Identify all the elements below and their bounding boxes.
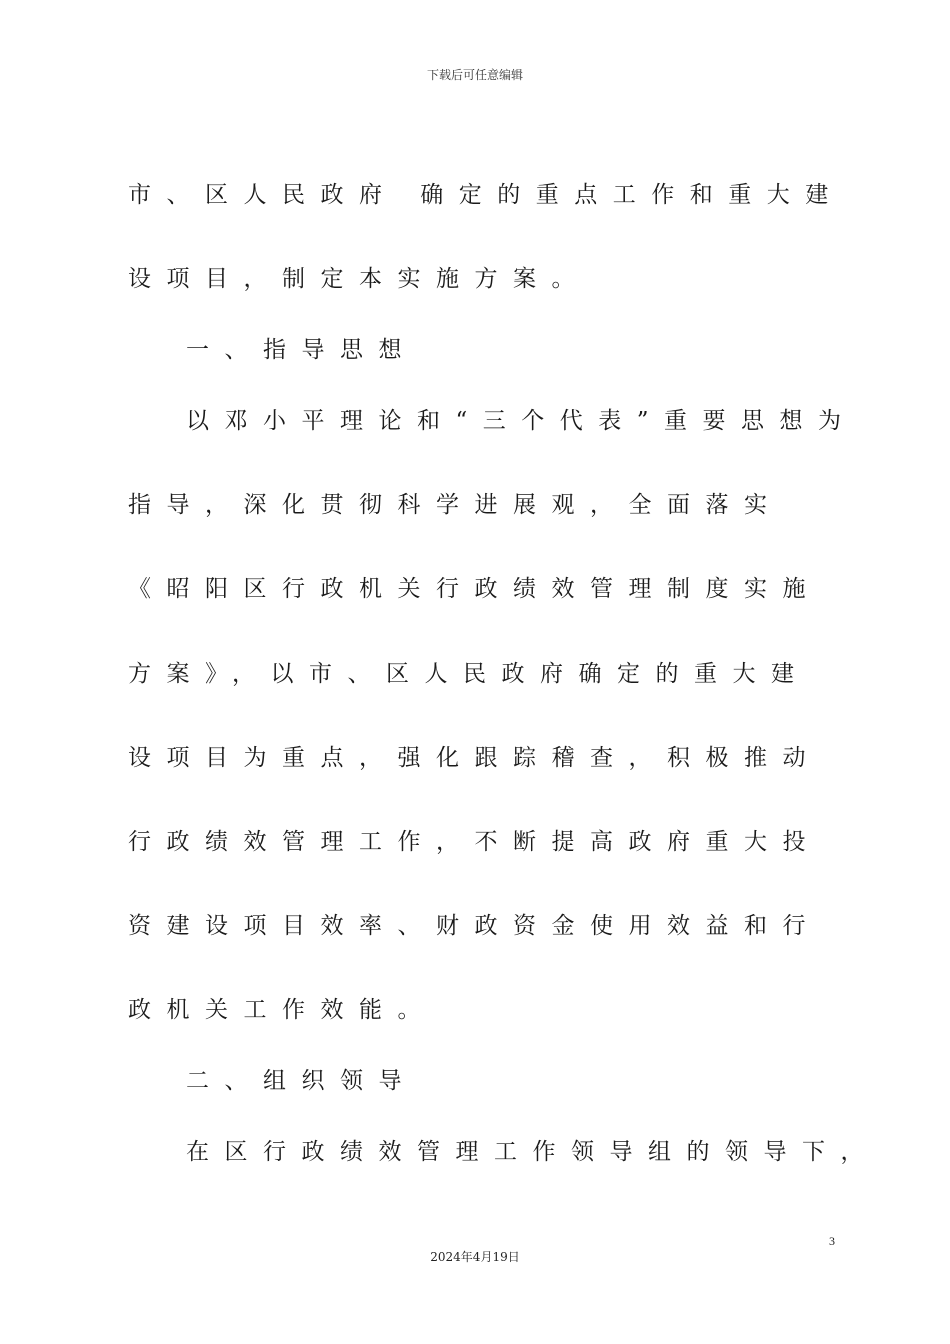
body-line-4: 以邓小平理论和“三个代表”重要思想为 xyxy=(186,408,857,434)
body-line-8: 设项目为重点，强化跟踪稽查，积极推动 xyxy=(128,745,821,771)
body-line-10: 资建设项目效率、财政资金使用效益和行 xyxy=(128,913,821,939)
page-number: 3 xyxy=(829,1234,835,1248)
body-line-7: 方案》，以市、区人民政府确定的重大建 xyxy=(128,661,810,687)
body-line-9: 行政绩效管理工作，不断提高政府重大投 xyxy=(128,829,821,855)
section-heading-1: 一、指导思想 xyxy=(186,337,417,363)
body-line-6: 《昭阳区行政机关行政绩效管理制度实施 xyxy=(128,576,821,602)
section-heading-2: 二、组织领导 xyxy=(186,1068,417,1094)
footer-date: 2024年4月19日 xyxy=(430,1250,520,1264)
body-line-11: 政机关工作效能。 xyxy=(128,997,436,1023)
body-line-2: 设项目，制定本实施方案。 xyxy=(128,266,590,292)
body-line-1: 市、区人民政府 确定的重点工作和重大建 xyxy=(128,182,844,208)
body-line-5: 指导，深化贯彻科学进展观，全面落实 xyxy=(128,492,783,518)
body-line-13: 在区行政绩效管理工作领导组的领导下， xyxy=(186,1139,879,1165)
header-note: 下载后可任意编辑 xyxy=(426,68,523,82)
